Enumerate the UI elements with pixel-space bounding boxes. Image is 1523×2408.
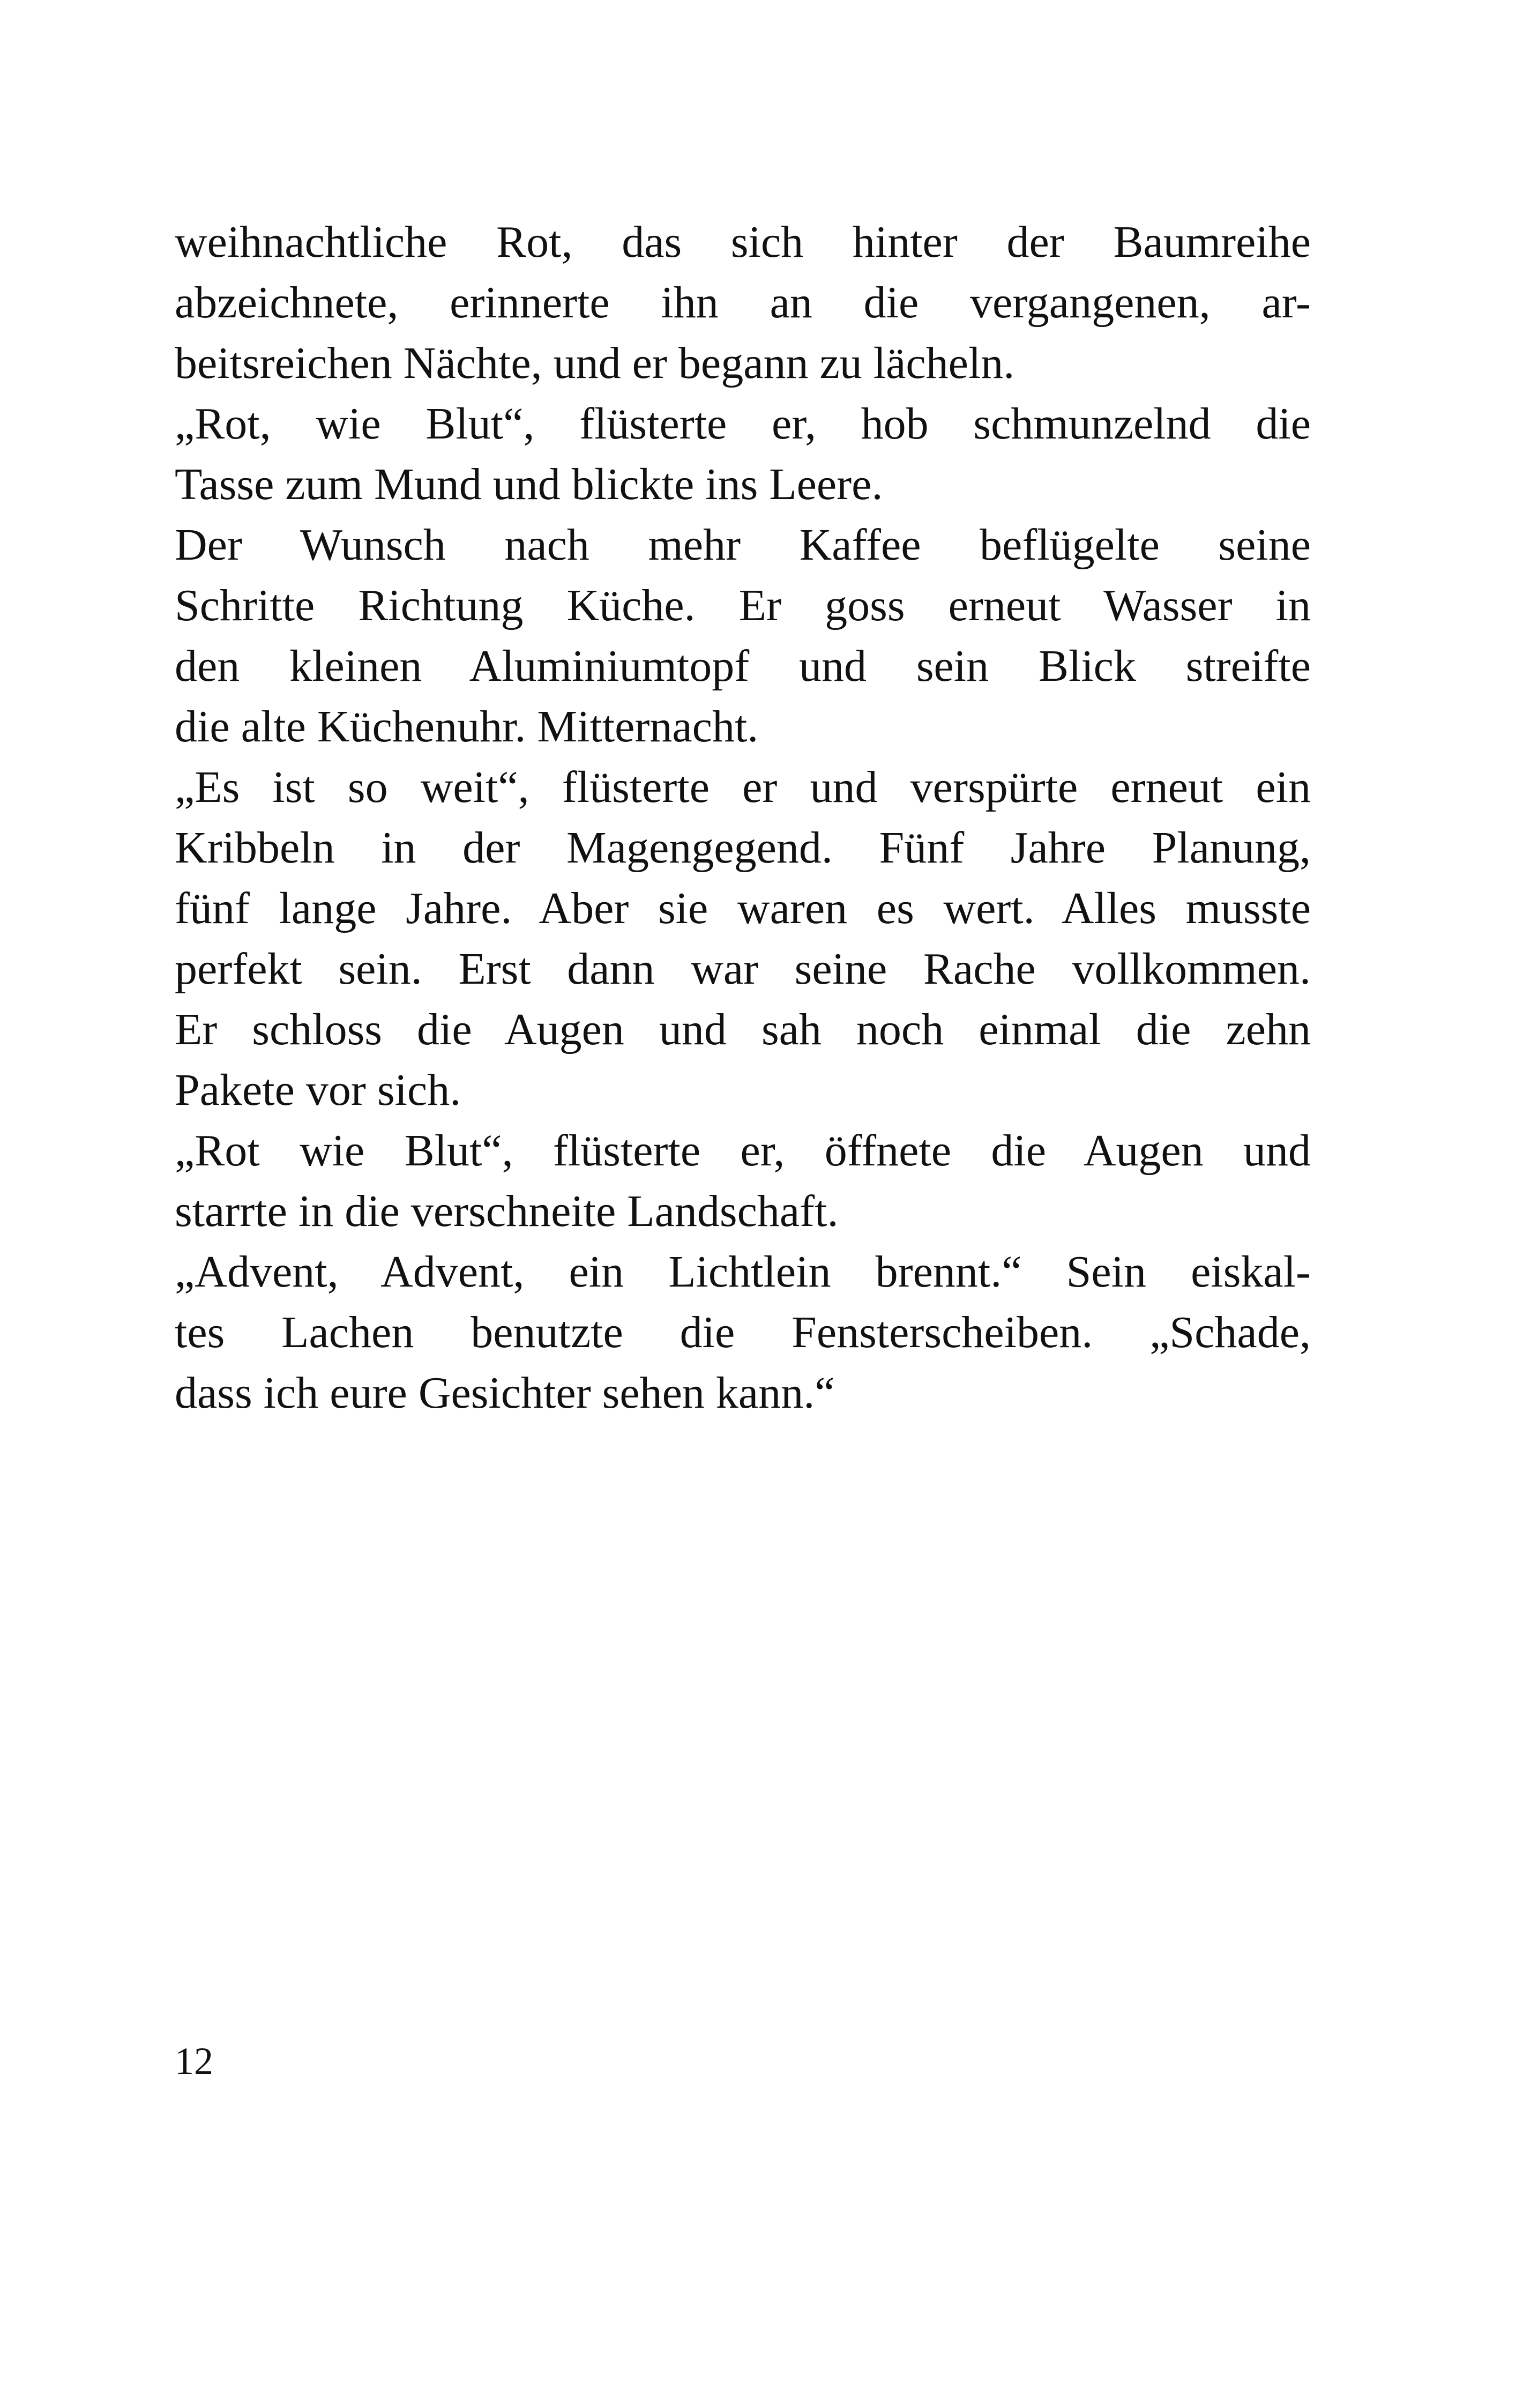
text-line: Schritte Richtung Küche. Er goss erneut Wasser in — [175, 581, 1311, 630]
text-line: „Rot wie Blut“, flüsterte er, öffnete die Augen und — [175, 1126, 1311, 1176]
text-line: Tasse zum Mund und blickte ins Leere. — [175, 459, 883, 509]
text-line: den kleinen Aluminiumtopf und sein Blick streifte — [175, 641, 1311, 691]
text-line: weihnachtliche Rot, das sich hinter der Baumreihe — [175, 217, 1311, 267]
text-line: starrte in die verschneite Landschaft. — [175, 1186, 839, 1236]
text-line: „Es ist so weit“, flüsterte er und verspürte erneut ein — [175, 762, 1311, 812]
text-line: fünf lange Jahre. Aber sie waren es wert. Alles musste — [175, 883, 1311, 933]
text-line: beitsreichen Nächte, und er begann zu lächeln. — [175, 338, 1015, 388]
text-line: Der Wunsch nach mehr Kaffee beflügelte seine — [175, 520, 1311, 570]
text-line: dass ich eure Gesichter sehen kann.“ — [175, 1368, 835, 1418]
text-line: perfekt sein. Erst dann war seine Rache vollkommen. — [175, 944, 1311, 994]
body-text — [175, 212, 1311, 1423]
text-line: Er schloss die Augen und sah noch einmal die zehn — [175, 1005, 1311, 1054]
page-number: 12 — [175, 2040, 213, 2083]
text-line: abzeichnete, erinnerte ihn an die vergangenen, ar- — [175, 278, 1311, 328]
text-line: Kribbeln in der Magengegend. Fünf Jahre Planung, — [175, 823, 1311, 873]
text-line: die alte Küchenuhr. Mitternacht. — [175, 702, 759, 752]
text-line: tes Lachen benutzte die Fensterscheiben. „Schade, — [175, 1307, 1311, 1357]
text-line: „Advent, Advent, ein Lichtlein brennt.“ Sein eiskal- — [175, 1247, 1311, 1297]
text-line: Pakete vor sich. — [175, 1065, 461, 1115]
text-line: „Rot, wie Blut“, flüsterte er, hob schmunzelnd die — [175, 399, 1311, 449]
